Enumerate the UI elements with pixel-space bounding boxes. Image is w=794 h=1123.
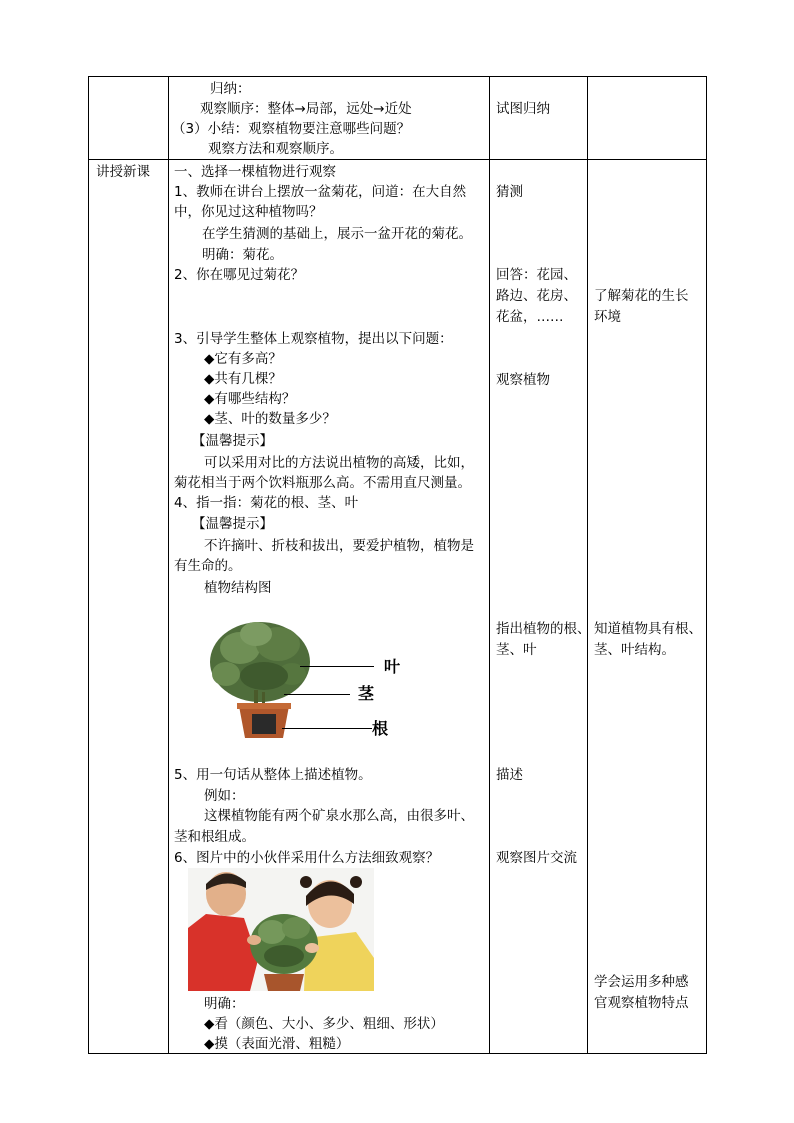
table-col-divider-1 xyxy=(168,76,169,1054)
cell-text: 归纳： xyxy=(210,81,251,97)
cell-text: 有生命的。 xyxy=(174,558,242,574)
design-intent: 官观察植物特点 xyxy=(594,995,689,1011)
cell-text: 4、指一指：菊花的根、茎、叶 xyxy=(174,495,359,511)
cell-text: 茎和根组成。 xyxy=(174,829,255,845)
table-border-left xyxy=(88,76,89,1054)
cell-text: 观察顺序：整体→局部，远处→近处 xyxy=(200,101,412,117)
cell-text: 菊花相当于两个饮料瓶那么高。不需用直尺测量。 xyxy=(174,475,471,491)
table-border-top xyxy=(88,76,707,77)
bullet-item: ◆它有多高？ xyxy=(204,351,282,367)
cell-text: 试图归纳 xyxy=(496,101,550,117)
cell-text: 观察方法和观察顺序。 xyxy=(208,141,343,157)
cell-text: 2、你在哪见过菊花？ xyxy=(174,267,305,283)
cell-text: 明确： xyxy=(204,996,245,1012)
stem-pointer-line xyxy=(284,694,350,695)
cell-text: 6、图片中的小伙伴采用什么方法细致观察？ xyxy=(174,850,440,866)
bullet-item: ◆看（颜色、大小、多少、粗细、形状） xyxy=(204,1016,444,1032)
cell-text: （3）小结：观察植物要注意哪些问题？ xyxy=(172,121,411,137)
leaf-label: 叶 xyxy=(384,657,401,676)
table-border-right xyxy=(706,76,707,1054)
section-title: 一、选择一棵植物进行观察 xyxy=(174,164,336,180)
plant-structure-diagram xyxy=(204,614,410,748)
student-activity: 猜测 xyxy=(496,184,523,200)
design-intent: 知道植物具有根、 xyxy=(594,621,702,637)
table-row-divider xyxy=(88,159,707,160)
cell-text: 中，你见过这种植物吗？ xyxy=(174,204,323,220)
table-col-divider-2 xyxy=(489,76,490,1054)
student-activity: 观察植物 xyxy=(496,372,550,388)
cell-text: 例如： xyxy=(204,788,245,804)
student-activity: 茎、叶 xyxy=(496,642,537,658)
cell-text: 在学生猜测的基础上，展示一盆开花的菊花。 xyxy=(202,226,472,242)
cell-text: 明确：菊花。 xyxy=(202,247,283,263)
stem-label: 茎 xyxy=(358,684,375,703)
children-observing-photo xyxy=(188,868,374,991)
cell-text: 植物结构图 xyxy=(204,580,272,596)
table-border-bottom xyxy=(88,1053,707,1054)
student-activity: 描述 xyxy=(496,767,523,783)
design-intent: 了解菊花的生长 xyxy=(594,288,689,304)
leaf-pointer-line xyxy=(300,666,374,667)
bullet-item: ◆摸（表面光滑、粗糙） xyxy=(204,1036,350,1052)
cell-text: 5、用一句话从整体上描述植物。 xyxy=(174,767,372,783)
tip-heading: 【温馨提示】 xyxy=(192,433,273,449)
design-intent: 学会运用多种感 xyxy=(594,974,689,990)
student-activity: 花盆，…… xyxy=(496,309,564,325)
cell-text: 可以采用对比的方法说出植物的高矮，比如， xyxy=(204,455,474,471)
student-activity: 指出植物的根、 xyxy=(496,621,591,637)
bullet-item: ◆茎、叶的数量多少？ xyxy=(204,411,336,427)
student-activity: 路边、花房、 xyxy=(496,288,577,304)
cell-text: 1、教师在讲台上摆放一盆菊花，问道：在大自然 xyxy=(174,184,467,200)
root-label: 根 xyxy=(372,719,389,738)
cell-text: 不许摘叶、折枝和拔出，要爱护植物，植物是 xyxy=(204,538,474,554)
student-activity: 回答：花园、 xyxy=(496,267,577,283)
cell-text: 3、引导学生整体上观察植物，提出以下问题： xyxy=(174,331,453,347)
table-col-divider-3 xyxy=(587,76,588,1054)
root-pointer-line xyxy=(282,728,372,729)
row-heading: 讲授新课 xyxy=(96,164,150,180)
bullet-item: ◆共有几棵？ xyxy=(204,371,282,387)
cell-text: 这棵植物能有两个矿泉水那么高，由很多叶、 xyxy=(204,808,474,824)
tip-heading: 【温馨提示】 xyxy=(192,516,273,532)
bullet-item: ◆有哪些结构？ xyxy=(204,391,296,407)
design-intent: 环境 xyxy=(594,309,621,325)
design-intent: 茎、叶结构。 xyxy=(594,642,675,658)
student-activity: 观察图片交流 xyxy=(496,850,577,866)
